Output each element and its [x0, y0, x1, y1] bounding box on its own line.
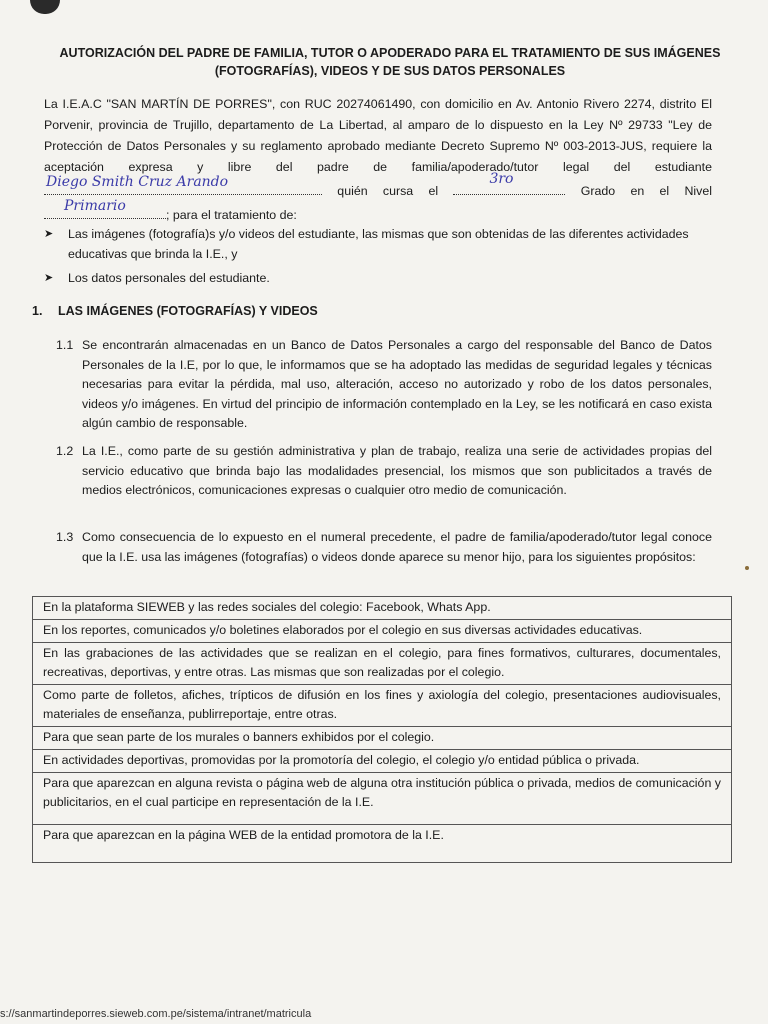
intro-quien: quién cursa el	[337, 184, 439, 198]
numbered-item	[56, 442, 712, 501]
intro-text: La I.E.A.C "SAN MARTÍN DE PORRES", con RUC 20274061490, con domicilio en Av. Antonio Rivero 2274, distrito El Porvenir, provincia de Trujillo, departamento de La Libertad, al amparo de lo dispuesto en la Ley Nº 29733 "Ley de Protección de Datos Personales y su reglamento aprobado mediante Decreto Supremo Nº 003-2013-JUS, requiere la aceptación expresa y libre del padre de familia/apoderado/tutor legal del estudiante	[44, 97, 712, 174]
item-text: Se encontrarán almacenadas en un Banco de Datos Personales a cargo del responsable del Banco de Datos Personales de la I.E, por lo que, le informamos que se ha adoptado las medidas de seguridad legales y técnicas necesarias para evitar la pérdida, mal uso, alteración, acceso no autorizado y robo de los datos personales, videos y/o imágenes. En virtud del principio de información contemplado en la Ley, se les notificará en caso exista algún cambio de responsable.	[82, 338, 712, 430]
ink-dot	[745, 566, 749, 570]
table-row	[33, 727, 732, 750]
table-row	[33, 825, 732, 863]
table-row	[33, 773, 732, 825]
footer-url: s://sanmartindeporres.sieweb.com.pe/sistema/intranet/matricula	[0, 1008, 312, 1020]
purpose-cell: En las grabaciones de las actividades que se realizan en el colegio, para fines formativos, culturares, documentales, recreativas, deportivas, y entre otras. Las mismas que son realizadas por el colegio.	[33, 643, 732, 685]
title-line-1: AUTORIZACIÓN DEL PADRE DE FAMILIA, TUTOR O APODERADO PARA EL TRATAMIENTO DE SUS IMÁGENES	[59, 46, 721, 60]
bullet-text: Los datos personales del estudiante.	[68, 271, 270, 285]
section-title-text: LAS IMÁGENES (FOTOGRAFÍAS) Y VIDEOS	[58, 304, 318, 318]
bullet-list	[44, 224, 714, 292]
numbered-item	[56, 336, 712, 434]
level-handwriting: Primario	[64, 198, 126, 214]
item-text: Como consecuencia de lo expuesto en el numeral precedente, el padre de familia/apoderado/tutor legal conoce que la I.E. usa las imágenes (fotografías) o videos donde aparece su menor hijo, para los siguientes propósitos:	[82, 530, 712, 564]
student-name-handwriting: Diego Smith Cruz Arando	[46, 174, 229, 190]
section-heading	[32, 304, 318, 318]
intro-grado: Grado en el Nivel	[580, 184, 712, 198]
table-row	[33, 620, 732, 643]
arrow-bullet-icon: ➤	[44, 272, 54, 284]
purposes-table	[32, 596, 732, 863]
numbered-item	[56, 528, 712, 567]
table-row	[33, 643, 732, 685]
grade-handwriting: 3ro	[489, 171, 514, 187]
intro-tail: ; para el tratamiento de:	[166, 208, 297, 222]
purpose-cell: Para que aparezcan en alguna revista o página web de alguna otra institución pública o privada, medios de comunicación y publicitarios, en el cual participe en representación de la I.E.	[33, 773, 732, 825]
section-number: 1.	[32, 304, 43, 318]
student-name-field[interactable]	[44, 174, 322, 195]
purpose-cell: En los reportes, comunicados y/o boletines elaborados por el colegio en sus diversas actividades educativas.	[33, 620, 732, 643]
bullet-item	[44, 224, 714, 264]
table-row	[33, 750, 732, 773]
level-field[interactable]	[44, 198, 166, 219]
intro-paragraph	[44, 94, 712, 226]
table-row	[33, 597, 732, 620]
purpose-cell: Para que aparezcan en la página WEB de la entidad promotora de la I.E.	[33, 825, 732, 863]
purpose-cell: En actividades deportivas, promovidas por la promotoría del colegio, el colegio y/o entidad pública o privada.	[33, 750, 732, 773]
table-row	[33, 685, 732, 727]
purpose-cell: Como parte de folletos, afiches, trípticos de difusión en los fines y axiología del colegio, presentaciones audiovisuales, materiales de enseñanza, publirreportaje, entre otras.	[33, 685, 732, 727]
item-text: La I.E., como parte de su gestión administrativa y plan de trabajo, realiza una serie de actividades propias del servicio educativo que brinda bajo las modalidades presencial, los mismos que son publicitados a través de medios electrónicos, comunicaciones expresas o cualquier otro medio de comunicación.	[82, 444, 712, 497]
school-logo	[30, 0, 60, 14]
item-number: 1.2	[56, 444, 74, 458]
item-number: 1.3	[56, 530, 74, 544]
title-line-2: (FOTOGRAFÍAS), VIDEOS Y DE SUS DATOS PERSONALES	[214, 64, 566, 78]
document-title	[40, 44, 740, 80]
bullet-text: Las imágenes (fotografía)s y/o videos del estudiante, las mismas que son obtenidas de las diferentes actividades educativas que brinda la I.E., y	[68, 227, 689, 261]
item-number: 1.1	[56, 338, 74, 352]
grade-field[interactable]	[453, 171, 565, 195]
arrow-bullet-icon: ➤	[44, 228, 54, 240]
purpose-cell: En la plataforma SIEWEB y las redes sociales del colegio: Facebook, Whats App.	[33, 597, 732, 620]
bullet-item	[44, 268, 714, 288]
purpose-cell: Para que sean parte de los murales o banners exhibidos por el colegio.	[33, 727, 732, 750]
